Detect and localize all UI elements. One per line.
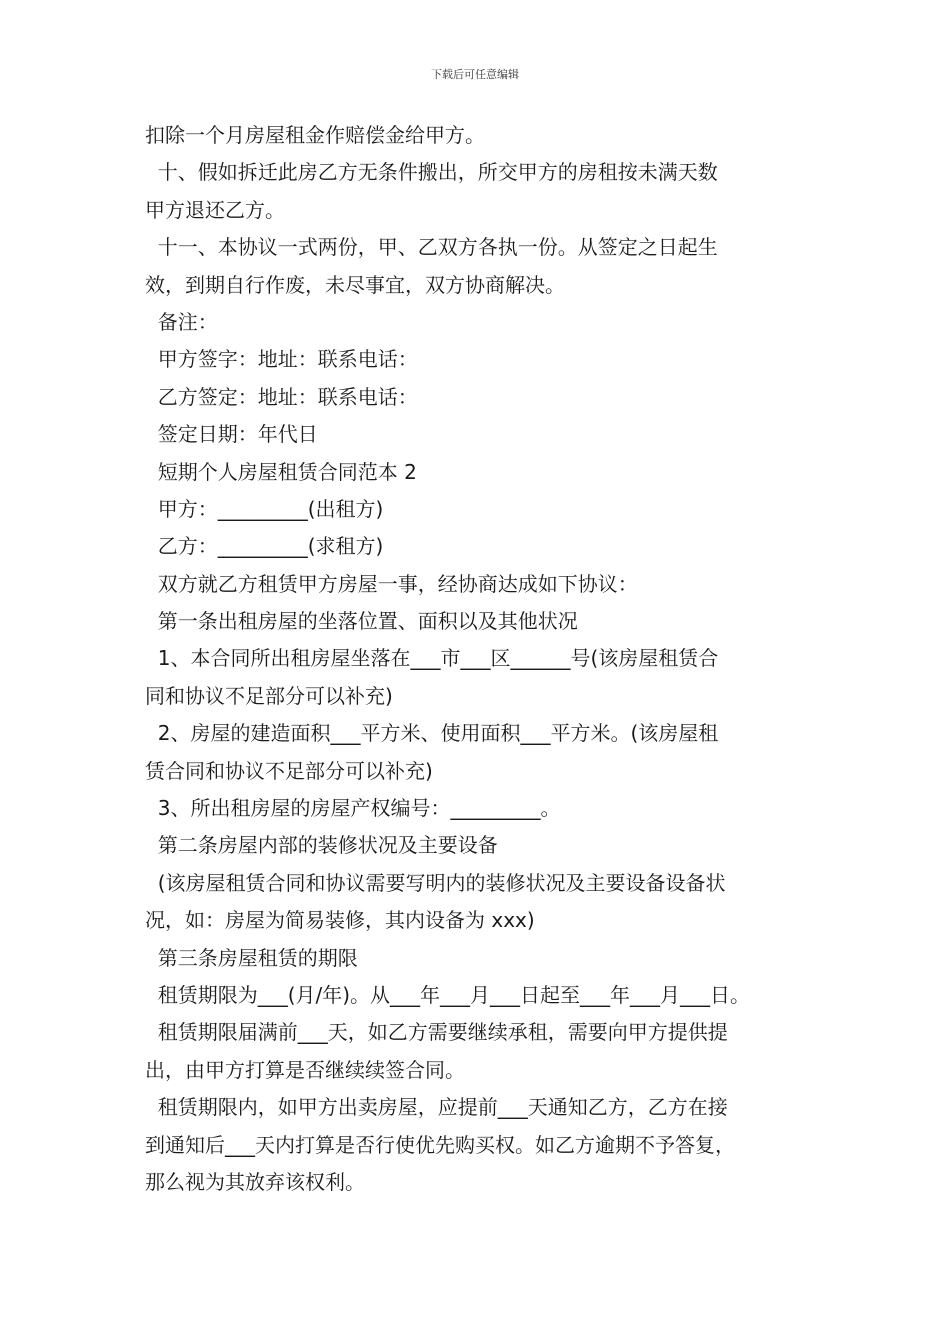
text-line: 租赁期限内，如甲方出卖房屋，应提前___天通知乙方，乙方在接 bbox=[145, 1095, 728, 1120]
section-title: 短期个人房屋租赁合同范本 2 bbox=[145, 459, 417, 484]
clause-heading: 第一条出租房屋的坐落位置、面积以及其他状况 bbox=[145, 609, 578, 634]
text-line: 况，如：房屋为简易装修，其内设备为 xxx) bbox=[145, 908, 535, 933]
text-line: 租赁期限为___(月/年)。从___年___月___日起至___年___月___日。 bbox=[145, 982, 751, 1007]
text-line: 双方就乙方租赁甲方房屋一事，经协商达成如下协议： bbox=[145, 571, 638, 596]
text-line: 乙方：_________(求租方) bbox=[145, 534, 384, 559]
text-line: 签定日期：年代日 bbox=[145, 422, 318, 447]
text-line: 备注： bbox=[145, 309, 218, 334]
text-line: 扣除一个月房屋租金作赔偿金给甲方。 bbox=[145, 123, 485, 147]
text-line: (该房屋租赁合同和协议需要写明内的装修状况及主要设备设备状 bbox=[145, 870, 726, 895]
page-header: 下载后可任意编辑 bbox=[431, 68, 519, 81]
text-line: 十、假如拆迁此房乙方无条件搬出，所交甲方的房租按未满天数 bbox=[145, 160, 718, 185]
clause-heading: 第三条房屋租赁的期限 bbox=[145, 945, 358, 970]
text-line: 甲方：_________(出租方) bbox=[145, 496, 384, 521]
text-line: 租赁期限届满前___天，如乙方需要继续承租，需要向甲方提供提 bbox=[145, 1020, 728, 1045]
text-line: 3、所出租房屋的房屋产权编号：_________。 bbox=[145, 796, 561, 821]
text-line: 效，到期自行作废，未尽事宜，双方协商解决。 bbox=[145, 272, 565, 297]
text-line: 乙方签定：地址：联系电话： bbox=[145, 384, 418, 409]
text-line: 甲方退还乙方。 bbox=[145, 197, 285, 222]
text-line: 赁合同和协议不足部分可以补充) bbox=[145, 758, 433, 783]
text-line: 十一、本协议一式两份，甲、乙双方各执一份。从签定之日起生 bbox=[145, 235, 718, 260]
document-body bbox=[145, 117, 815, 1201]
text-line: 那么视为其放弃该权利。 bbox=[145, 1169, 365, 1194]
text-line: 同和协议不足部分可以补充) bbox=[145, 683, 393, 708]
clause-heading: 第二条房屋内部的装修状况及主要设备 bbox=[145, 833, 498, 858]
text-line: 到通知后___天内打算是否行使优先购买权。如乙方逾期不予答复， bbox=[145, 1132, 735, 1157]
text-line: 1、本合同所出租房屋坐落在___市___区______号(该房屋租赁合 bbox=[145, 646, 719, 671]
text-line: 2、房屋的建造面积___平方米、使用面积___平方米。(该房屋租 bbox=[145, 721, 719, 746]
text-line: 甲方签字：地址：联系电话： bbox=[145, 347, 418, 372]
text-line: 出，由甲方打算是否继续续签合同。 bbox=[145, 1057, 465, 1082]
